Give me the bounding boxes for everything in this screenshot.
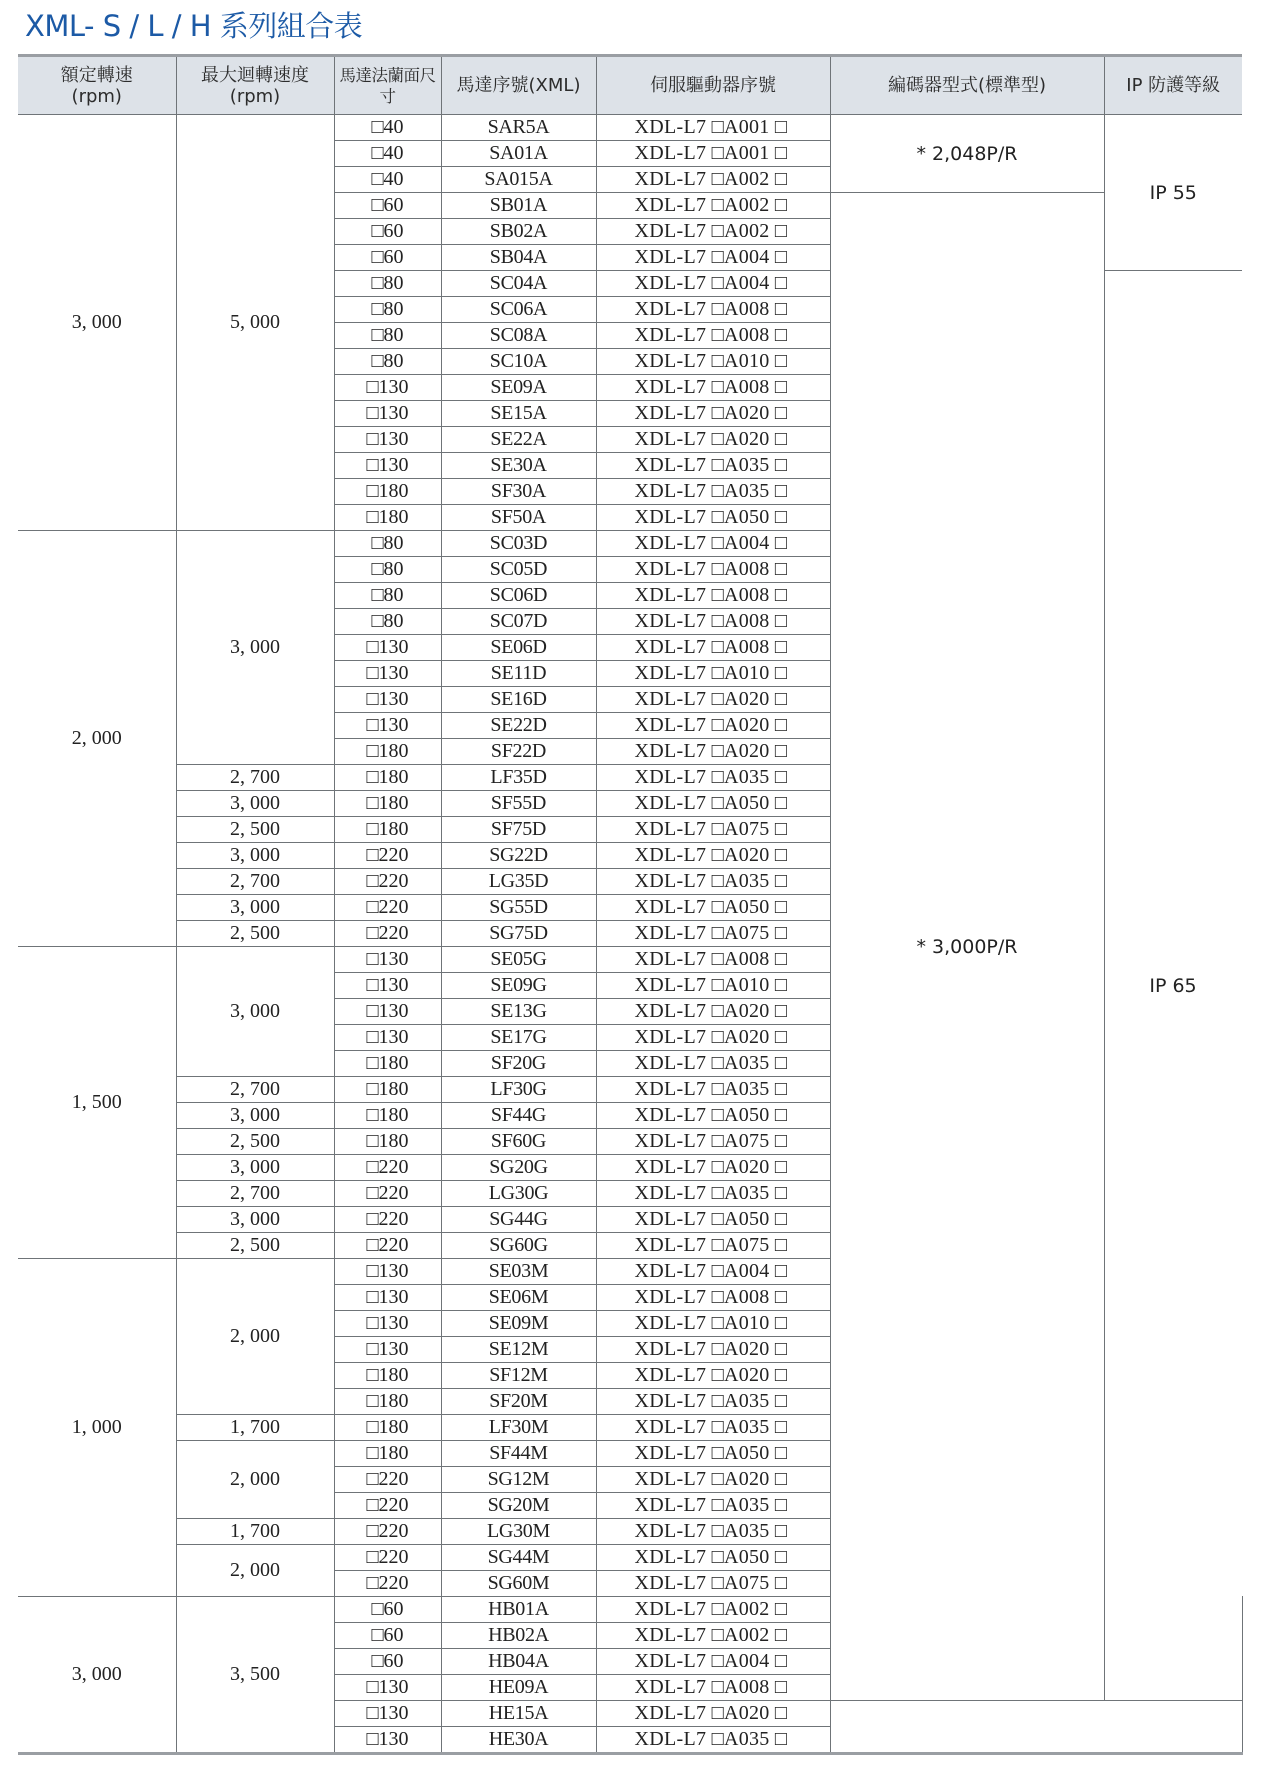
motor-model-cell: SC04A xyxy=(441,271,596,297)
max-speed-cell: 3, 000 xyxy=(176,1103,334,1129)
motor-model-cell: SE09G xyxy=(441,973,596,999)
rated-speed-cell: 1, 000 xyxy=(18,1259,176,1597)
motor-model-cell: SG22D xyxy=(441,843,596,869)
motor-model-cell: SG60M xyxy=(441,1571,596,1597)
flange-size-cell: □80 xyxy=(334,609,441,635)
header-ip-rating: IP 防護等級 xyxy=(1104,56,1242,115)
drive-model-cell: XDL-L7 □A008 □ xyxy=(596,635,830,661)
drive-model-cell: XDL-L7 □A020 □ xyxy=(596,1467,830,1493)
max-speed-cell: 3, 000 xyxy=(176,1155,334,1181)
flange-size-cell: □80 xyxy=(334,557,441,583)
flange-size-cell: □60 xyxy=(334,219,441,245)
drive-model-cell: XDL-L7 □A008 □ xyxy=(596,609,830,635)
flange-size-cell: □130 xyxy=(334,453,441,479)
motor-model-cell: SE05G xyxy=(441,947,596,973)
motor-model-cell: SC07D xyxy=(441,609,596,635)
motor-model-cell: SE03M xyxy=(441,1259,596,1285)
motor-model-cell: HE15A xyxy=(441,1701,596,1727)
drive-model-cell: XDL-L7 □A008 □ xyxy=(596,375,830,401)
drive-model-cell: XDL-L7 □A020 □ xyxy=(596,1025,830,1051)
drive-model-cell: XDL-L7 □A050 □ xyxy=(596,1207,830,1233)
motor-model-cell: SE13G xyxy=(441,999,596,1025)
motor-model-cell: SE15A xyxy=(441,401,596,427)
flange-size-cell: □60 xyxy=(334,1597,441,1623)
motor-model-cell: SE12M xyxy=(441,1337,596,1363)
flange-size-cell: □180 xyxy=(334,1441,441,1467)
motor-model-cell: SA015A xyxy=(441,167,596,193)
drive-model-cell: XDL-L7 □A020 □ xyxy=(596,999,830,1025)
motor-model-cell: SE30A xyxy=(441,453,596,479)
flange-size-cell: □130 xyxy=(334,1337,441,1363)
motor-model-cell: SC06A xyxy=(441,297,596,323)
motor-model-cell: HE09A xyxy=(441,1675,596,1701)
drive-model-cell: XDL-L7 □A008 □ xyxy=(596,1285,830,1311)
motor-model-cell: SB04A xyxy=(441,245,596,271)
drive-model-cell: XDL-L7 □A002 □ xyxy=(596,219,830,245)
motor-model-cell: SE16D xyxy=(441,687,596,713)
motor-model-cell: SF44M xyxy=(441,1441,596,1467)
drive-model-cell: XDL-L7 □A020 □ xyxy=(596,1155,830,1181)
motor-model-cell: LG30G xyxy=(441,1181,596,1207)
drive-model-cell: XDL-L7 □A004 □ xyxy=(596,1259,830,1285)
max-speed-cell: 3, 000 xyxy=(176,1207,334,1233)
drive-model-cell: XDL-L7 □A002 □ xyxy=(596,1623,830,1649)
header-rated-speed: 額定轉速 (rpm) xyxy=(18,56,176,115)
max-speed-cell: 5, 000 xyxy=(176,115,334,531)
drive-model-cell: XDL-L7 □A075 □ xyxy=(596,1129,830,1155)
flange-size-cell: □180 xyxy=(334,1363,441,1389)
flange-size-cell: □220 xyxy=(334,1207,441,1233)
flange-size-cell: □130 xyxy=(334,1311,441,1337)
max-speed-cell: 2, 000 xyxy=(176,1545,334,1597)
flange-size-cell: □180 xyxy=(334,817,441,843)
max-speed-cell: 3, 000 xyxy=(176,947,334,1077)
drive-model-cell: XDL-L7 □A075 □ xyxy=(596,817,830,843)
flange-size-cell: □130 xyxy=(334,401,441,427)
flange-size-cell: □180 xyxy=(334,1103,441,1129)
max-speed-cell: 2, 500 xyxy=(176,921,334,947)
drive-model-cell: XDL-L7 □A010 □ xyxy=(596,1311,830,1337)
flange-size-cell: □80 xyxy=(334,583,441,609)
drive-model-cell: XDL-L7 □A050 □ xyxy=(596,1545,830,1571)
header-row xyxy=(18,56,1242,115)
motor-model-cell: SF30A xyxy=(441,479,596,505)
drive-model-cell: XDL-L7 □A020 □ xyxy=(596,843,830,869)
drive-model-cell: XDL-L7 □A010 □ xyxy=(596,973,830,999)
max-speed-cell: 2, 000 xyxy=(176,1259,334,1415)
max-speed-cell: 3, 000 xyxy=(176,791,334,817)
motor-model-cell: SE09M xyxy=(441,1311,596,1337)
drive-model-cell: XDL-L7 □A035 □ xyxy=(596,1077,830,1103)
motor-model-cell: LG35D xyxy=(441,869,596,895)
header-drive-model: 伺服驅動器序號 xyxy=(596,56,830,115)
drive-model-cell: XDL-L7 □A075 □ xyxy=(596,1233,830,1259)
max-speed-cell: 2, 700 xyxy=(176,1077,334,1103)
drive-model-cell: XDL-L7 □A004 □ xyxy=(596,245,830,271)
drive-model-cell: XDL-L7 □A035 □ xyxy=(596,1181,830,1207)
drive-model-cell: XDL-L7 □A050 □ xyxy=(596,1103,830,1129)
table-body xyxy=(18,115,1242,1754)
flange-size-cell: □130 xyxy=(334,661,441,687)
flange-size-cell: □40 xyxy=(334,115,441,141)
drive-model-cell: XDL-L7 □A020 □ xyxy=(596,687,830,713)
header-motor-model: 馬達序號(XML) xyxy=(441,56,596,115)
motor-model-cell: SA01A xyxy=(441,141,596,167)
flange-size-cell: □220 xyxy=(334,895,441,921)
flange-size-cell: □130 xyxy=(334,635,441,661)
motor-model-cell: SE09A xyxy=(441,375,596,401)
drive-model-cell: XDL-L7 □A020 □ xyxy=(596,427,830,453)
max-speed-cell: 1, 700 xyxy=(176,1415,334,1441)
max-speed-cell: 1, 700 xyxy=(176,1519,334,1545)
flange-size-cell: □220 xyxy=(334,1155,441,1181)
motor-model-cell: SF50A xyxy=(441,505,596,531)
drive-model-cell: XDL-L7 □A020 □ xyxy=(596,401,830,427)
drive-model-cell: XDL-L7 □A002 □ xyxy=(596,167,830,193)
drive-model-cell: XDL-L7 □A020 □ xyxy=(596,1701,830,1727)
flange-size-cell: □180 xyxy=(334,1415,441,1441)
drive-model-cell: XDL-L7 □A004 □ xyxy=(596,531,830,557)
motor-model-cell: LF30M xyxy=(441,1415,596,1441)
motor-model-cell: SG75D xyxy=(441,921,596,947)
motor-model-cell: SC05D xyxy=(441,557,596,583)
header-encoder: 編碼器型式(標準型) xyxy=(830,56,1104,115)
drive-model-cell: XDL-L7 □A050 □ xyxy=(596,791,830,817)
drive-model-cell: XDL-L7 □A020 □ xyxy=(596,739,830,765)
flange-size-cell: □60 xyxy=(334,245,441,271)
flange-size-cell: □130 xyxy=(334,999,441,1025)
rated-speed-cell: 3, 000 xyxy=(18,1597,176,1754)
flange-size-cell: □180 xyxy=(334,739,441,765)
motor-model-cell: SC03D xyxy=(441,531,596,557)
motor-model-cell: SG44G xyxy=(441,1207,596,1233)
max-speed-cell: 2, 500 xyxy=(176,1129,334,1155)
flange-size-cell: □180 xyxy=(334,505,441,531)
flange-size-cell: □80 xyxy=(334,297,441,323)
flange-size-cell: □180 xyxy=(334,1389,441,1415)
drive-model-cell: XDL-L7 □A035 □ xyxy=(596,453,830,479)
drive-model-cell: XDL-L7 □A001 □ xyxy=(596,141,830,167)
motor-model-cell: SF44G xyxy=(441,1103,596,1129)
flange-size-cell: □80 xyxy=(334,271,441,297)
motor-model-cell: SE22A xyxy=(441,427,596,453)
drive-model-cell: XDL-L7 □A001 □ xyxy=(596,115,830,141)
motor-model-cell: LF30G xyxy=(441,1077,596,1103)
motor-model-cell: SE22D xyxy=(441,713,596,739)
motor-model-cell: SE06D xyxy=(441,635,596,661)
motor-model-cell: SC10A xyxy=(441,349,596,375)
drive-model-cell: XDL-L7 □A035 □ xyxy=(596,1519,830,1545)
motor-model-cell: LG30M xyxy=(441,1519,596,1545)
flange-size-cell: □220 xyxy=(334,1493,441,1519)
header-max-speed: 最大迴轉速度 (rpm) xyxy=(176,56,334,115)
motor-model-cell: SE17G xyxy=(441,1025,596,1051)
drive-model-cell: XDL-L7 □A075 □ xyxy=(596,1571,830,1597)
drive-model-cell: XDL-L7 □A004 □ xyxy=(596,1649,830,1675)
drive-model-cell: XDL-L7 □A008 □ xyxy=(596,1675,830,1701)
rated-speed-cell: 2, 000 xyxy=(18,531,176,947)
flange-size-cell: □180 xyxy=(334,1129,441,1155)
flange-size-cell: □220 xyxy=(334,1545,441,1571)
flange-size-cell: □60 xyxy=(334,193,441,219)
drive-model-cell: XDL-L7 □A035 □ xyxy=(596,869,830,895)
max-speed-cell: 3, 000 xyxy=(176,531,334,765)
drive-model-cell: XDL-L7 □A008 □ xyxy=(596,947,830,973)
motor-model-cell: HE30A xyxy=(441,1727,596,1754)
motor-model-cell: SB01A xyxy=(441,193,596,219)
combination-table xyxy=(18,54,1242,1755)
flange-size-cell: □130 xyxy=(334,947,441,973)
motor-model-cell: SF55D xyxy=(441,791,596,817)
ip-rating-cell: IP 65 xyxy=(1104,271,1242,1701)
drive-model-cell: XDL-L7 □A050 □ xyxy=(596,895,830,921)
max-speed-cell: 2, 500 xyxy=(176,1233,334,1259)
motor-model-cell: SC08A xyxy=(441,323,596,349)
drive-model-cell: XDL-L7 □A075 □ xyxy=(596,921,830,947)
ip-rating-cell: IP 55 xyxy=(1104,115,1242,271)
motor-model-cell: SE11D xyxy=(441,661,596,687)
drive-model-cell: XDL-L7 □A035 □ xyxy=(596,765,830,791)
drive-model-cell: XDL-L7 □A050 □ xyxy=(596,505,830,531)
drive-model-cell: XDL-L7 □A020 □ xyxy=(596,1363,830,1389)
flange-size-cell: □130 xyxy=(334,687,441,713)
max-speed-cell: 3, 500 xyxy=(176,1597,334,1754)
drive-model-cell: XDL-L7 □A050 □ xyxy=(596,1441,830,1467)
drive-model-cell: XDL-L7 □A035 □ xyxy=(596,1389,830,1415)
max-speed-cell: 2, 000 xyxy=(176,1441,334,1519)
drive-model-cell: XDL-L7 □A008 □ xyxy=(596,297,830,323)
flange-size-cell: □60 xyxy=(334,1623,441,1649)
drive-model-cell: XDL-L7 □A010 □ xyxy=(596,349,830,375)
max-speed-cell: 2, 700 xyxy=(176,1181,334,1207)
flange-size-cell: □180 xyxy=(334,479,441,505)
flange-size-cell: □80 xyxy=(334,323,441,349)
max-speed-cell: 2, 700 xyxy=(176,869,334,895)
drive-model-cell: XDL-L7 □A010 □ xyxy=(596,661,830,687)
flange-size-cell: □130 xyxy=(334,1025,441,1051)
drive-model-cell: XDL-L7 □A008 □ xyxy=(596,583,830,609)
motor-model-cell: SB02A xyxy=(441,219,596,245)
flange-size-cell: □60 xyxy=(334,1649,441,1675)
drive-model-cell: XDL-L7 □A002 □ xyxy=(596,1597,830,1623)
max-speed-cell: 2, 500 xyxy=(176,817,334,843)
flange-size-cell: □40 xyxy=(334,141,441,167)
page-title: XML- S / L / H 系列組合表 xyxy=(25,9,363,43)
flange-size-cell: □220 xyxy=(334,1233,441,1259)
drive-model-cell: XDL-L7 □A004 □ xyxy=(596,271,830,297)
motor-model-cell: SF20G xyxy=(441,1051,596,1077)
flange-size-cell: □180 xyxy=(334,791,441,817)
drive-model-cell: XDL-L7 □A035 □ xyxy=(596,1051,830,1077)
flange-size-cell: □130 xyxy=(334,1701,441,1727)
flange-size-cell: □130 xyxy=(334,1259,441,1285)
rated-speed-cell: 1, 500 xyxy=(18,947,176,1259)
motor-model-cell: SG12M xyxy=(441,1467,596,1493)
max-speed-cell: 3, 000 xyxy=(176,843,334,869)
flange-size-cell: □220 xyxy=(334,1467,441,1493)
encoder-cell: * 2,048P/R xyxy=(830,115,1104,193)
motor-model-cell: SG55D xyxy=(441,895,596,921)
flange-size-cell: □180 xyxy=(334,1077,441,1103)
motor-model-cell: HB01A xyxy=(441,1597,596,1623)
drive-model-cell: XDL-L7 □A035 □ xyxy=(596,1415,830,1441)
flange-size-cell: □220 xyxy=(334,1181,441,1207)
drive-model-cell: XDL-L7 □A008 □ xyxy=(596,323,830,349)
drive-model-cell: XDL-L7 □A035 □ xyxy=(596,479,830,505)
flange-size-cell: □80 xyxy=(334,531,441,557)
flange-size-cell: □220 xyxy=(334,869,441,895)
motor-model-cell: SF20M xyxy=(441,1389,596,1415)
motor-model-cell: HB02A xyxy=(441,1623,596,1649)
flange-size-cell: □180 xyxy=(334,1051,441,1077)
flange-size-cell: □130 xyxy=(334,1285,441,1311)
flange-size-cell: □220 xyxy=(334,843,441,869)
flange-size-cell: □220 xyxy=(334,1571,441,1597)
max-speed-cell: 2, 700 xyxy=(176,765,334,791)
motor-model-cell: SF75D xyxy=(441,817,596,843)
drive-model-cell: XDL-L7 □A002 □ xyxy=(596,193,830,219)
table-row xyxy=(18,115,1242,141)
flange-size-cell: □40 xyxy=(334,167,441,193)
flange-size-cell: □130 xyxy=(334,1727,441,1754)
motor-model-cell: SF22D xyxy=(441,739,596,765)
motor-model-cell: SE06M xyxy=(441,1285,596,1311)
motor-model-cell: HB04A xyxy=(441,1649,596,1675)
motor-model-cell: SF60G xyxy=(441,1129,596,1155)
rated-speed-cell: 3, 000 xyxy=(18,115,176,531)
motor-model-cell: SG20G xyxy=(441,1155,596,1181)
flange-size-cell: □130 xyxy=(334,713,441,739)
motor-model-cell: SC06D xyxy=(441,583,596,609)
drive-model-cell: XDL-L7 □A020 □ xyxy=(596,1337,830,1363)
flange-size-cell: □130 xyxy=(334,427,441,453)
motor-model-cell: SF12M xyxy=(441,1363,596,1389)
drive-model-cell: XDL-L7 □A020 □ xyxy=(596,713,830,739)
flange-size-cell: □80 xyxy=(334,349,441,375)
drive-model-cell: XDL-L7 □A035 □ xyxy=(596,1493,830,1519)
drive-model-cell: XDL-L7 □A035 □ xyxy=(596,1727,830,1754)
motor-model-cell: SG44M xyxy=(441,1545,596,1571)
max-speed-cell: 3, 000 xyxy=(176,895,334,921)
motor-model-cell: LF35D xyxy=(441,765,596,791)
encoder-cell: * 3,000P/R xyxy=(830,193,1104,1701)
flange-size-cell: □220 xyxy=(334,921,441,947)
flange-size-cell: □220 xyxy=(334,1519,441,1545)
flange-size-cell: □130 xyxy=(334,973,441,999)
flange-size-cell: □130 xyxy=(334,1675,441,1701)
flange-size-cell: □130 xyxy=(334,375,441,401)
header-flange-size: 馬達法蘭面尺寸 xyxy=(334,56,441,115)
motor-model-cell: SG20M xyxy=(441,1493,596,1519)
motor-model-cell: SAR5A xyxy=(441,115,596,141)
motor-model-cell: SG60G xyxy=(441,1233,596,1259)
drive-model-cell: XDL-L7 □A008 □ xyxy=(596,557,830,583)
flange-size-cell: □180 xyxy=(334,765,441,791)
